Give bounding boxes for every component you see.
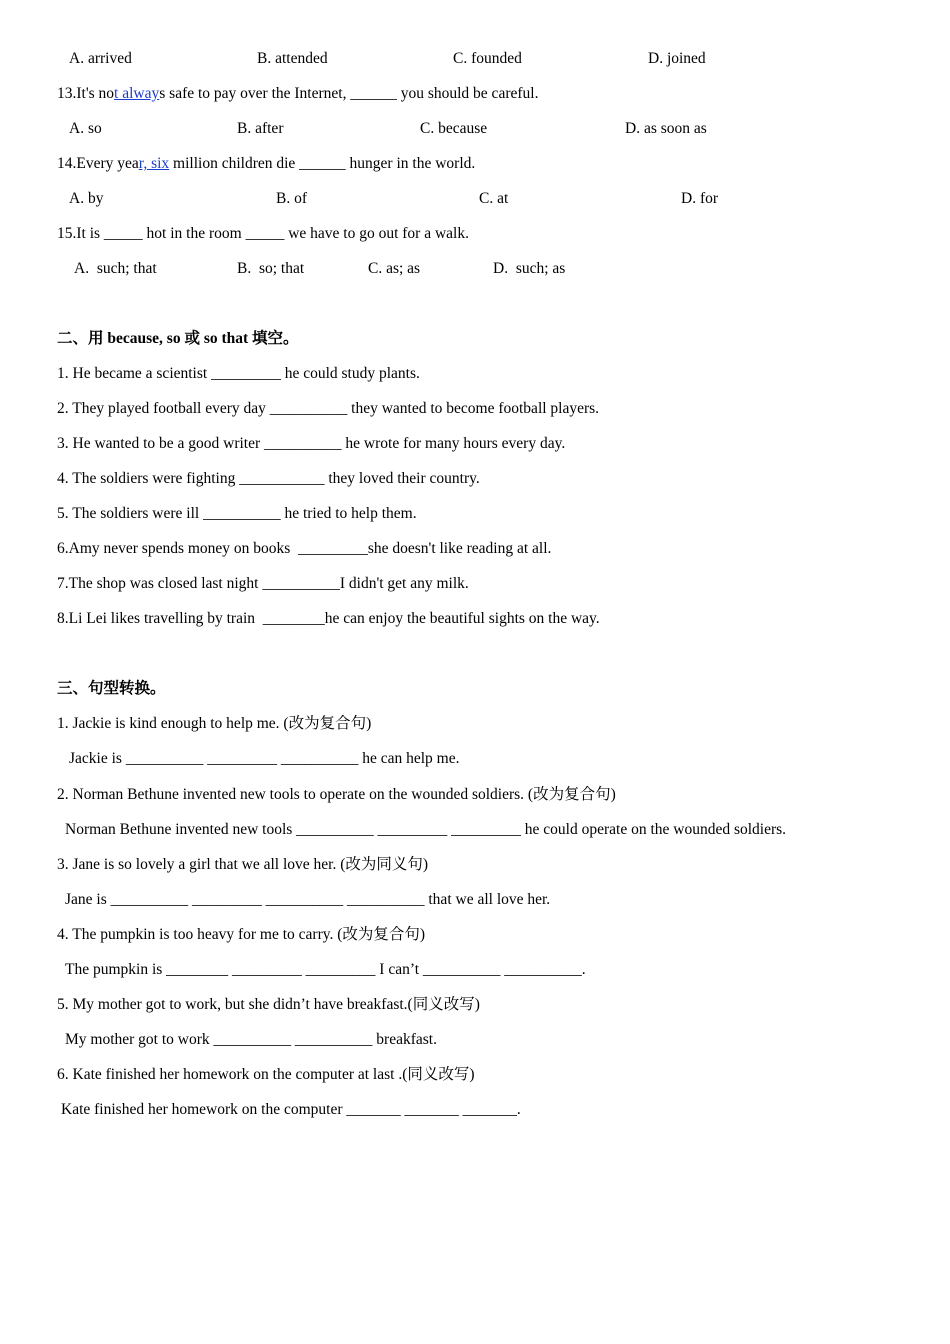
s2-item-1: 1. He became a scientist _________ he could study plants. [57,365,420,382]
q15-option-d: D. such; as [493,260,566,277]
q13-option-d: D. as soon as [625,120,707,137]
q14-option-a: A. by [69,190,104,207]
s3-question-3: 3. Jane is so lovely a girl that we all love her. (改为同义句) [57,856,429,873]
s3-answer-4: The pumpkin is ________ _________ _________ I can’t __________ __________. [65,961,586,978]
q14-option-d: D. for [681,190,719,207]
q12-option-a: A. arrived [69,50,132,67]
s2-item-2: 2. They played football every day __________ they wanted to become football players. [57,400,600,417]
s3-question-5: 5. My mother got to work, but she didn’t have breakfast.(同义改写) [57,996,480,1013]
question-15: 15.It is _____ hot in the room _____ we have to go out for a walk. [57,225,469,242]
s3-question-1: 1. Jackie is kind enough to help me. (改为复合句) [57,715,372,732]
q13-option-c: C. because [420,120,488,137]
question-14 [57,154,475,174]
s2-item-6: 6.Amy never spends money on books _________she doesn't like reading at all. [57,540,552,557]
q13-option-a: A. so [69,120,102,137]
q15-option-b: B. so; that [237,260,305,277]
section-3-heading: 三、句型转换。 [57,680,166,697]
q13-option-b: B. after [237,120,284,137]
q14-option-b: B. of [276,190,307,207]
question-13 [57,84,538,104]
q15-option-c: C. as; as [368,260,421,277]
s3-answer-1: Jackie is __________ _________ __________ he can help me. [69,750,460,767]
s3-answer-2: Norman Bethune invented new tools __________ _________ _________ he could operate on the wounded soldiers. [65,821,787,838]
s2-item-5: 5. The soldiers were ill __________ he tried to help them. [57,505,417,522]
s2-item-7: 7.The shop was closed last night __________I didn't get any milk. [57,575,469,592]
s3-answer-3: Jane is __________ _________ __________ __________ that we all love her. [65,891,551,908]
q14-text-start: 14.Every yea [57,155,139,172]
s3-question-6: 6. Kate finished her homework on the computer at last .(同义改写) [57,1066,475,1083]
section-2-heading: 二、用 because, so 或 so that 填空。 [57,330,299,347]
q14-option-c: C. at [479,190,509,207]
q14-link[interactable]: r, six [138,155,170,172]
s3-answer-6: Kate finished her homework on the computer _______ _______ _______. [61,1101,521,1118]
s2-item-4: 4. The soldiers were fighting ___________ they loved their country. [57,470,480,487]
q13-text-end: s safe to pay over the Internet, ______ you should be careful. [159,85,539,102]
s2-item-8: 8.Li Lei likes travelling by train ________he can enjoy the beautiful sights on the way. [57,610,600,627]
q12-option-b: B. attended [257,50,328,67]
q15-option-a: A. such; that [74,260,157,277]
q13-text-start: 13.It's no [57,85,115,102]
s2-item-3: 3. He wanted to be a good writer __________ he wrote for many hours every day. [57,435,566,452]
q14-text-end: million children die ______ hunger in the world. [169,155,476,172]
q12-option-d: D. joined [648,50,706,67]
s3-question-2: 2. Norman Bethune invented new tools to operate on the wounded soldiers. (改为复合句) [57,786,616,803]
s3-question-4: 4. The pumpkin is too heavy for me to carry. (改为复合句) [57,926,426,943]
s3-answer-5: My mother got to work __________ __________ breakfast. [65,1031,437,1048]
q13-link[interactable]: t alway [114,85,160,102]
q12-option-c: C. founded [453,50,522,67]
